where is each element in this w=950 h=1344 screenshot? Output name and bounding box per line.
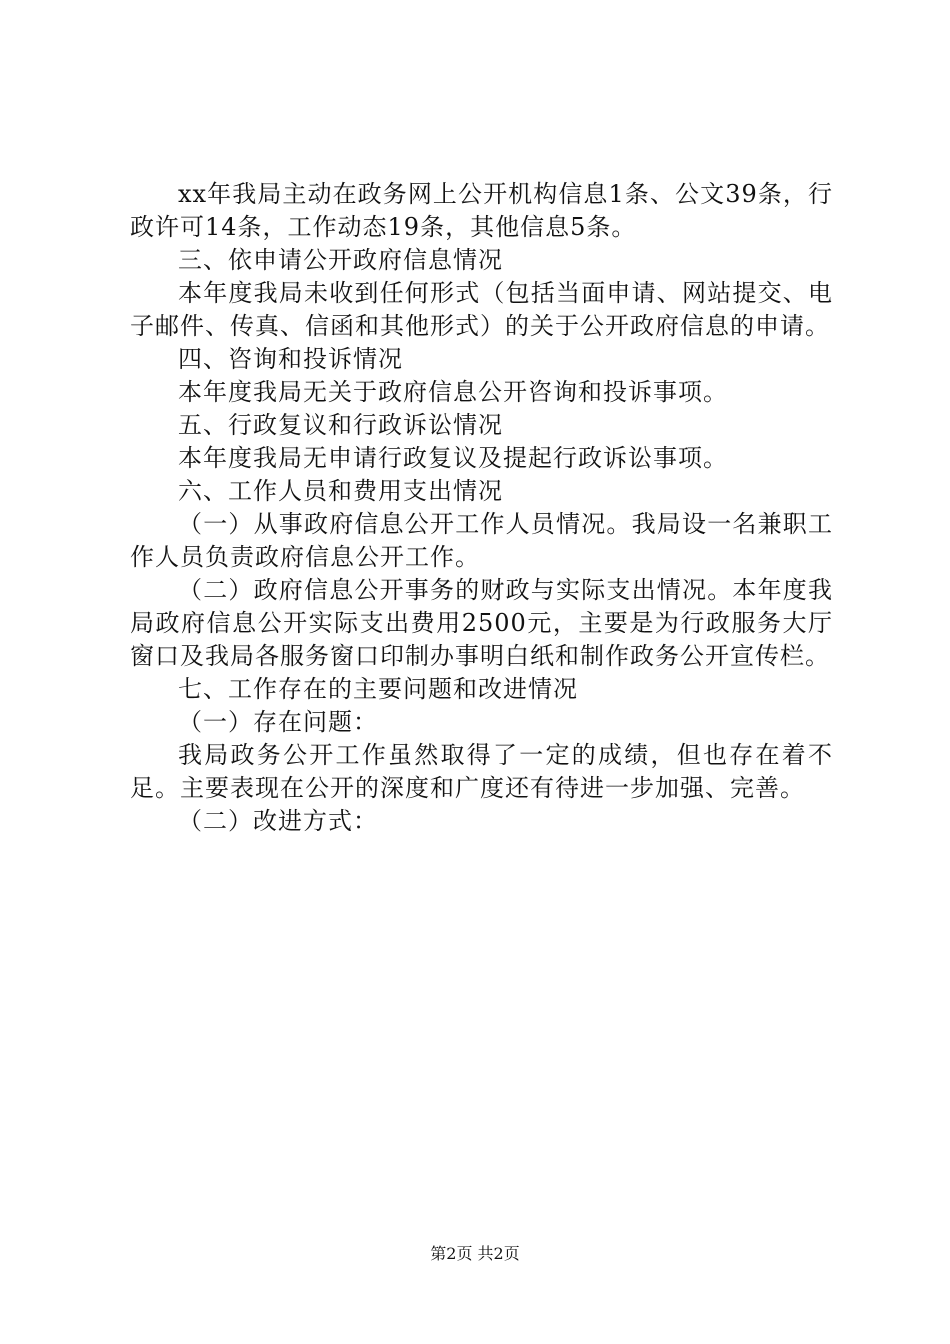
paragraph-review-litigation: 本年度我局无申请行政复议及提起行政诉讼事项。 [178,444,728,472]
paragraph-expenses: （二）政府信息公开事务的财政与实际支出情况。本年度我局政府信息公开实际支出费用2500元，主要是为行政服务大厅窗口及我局各服务窗口印制办事明白纸和制作政务公开宣传栏。 [130,576,833,670]
subheading-improvements: （二）改进方式： [178,807,378,835]
paragraph-problems: 我局政务公开工作虽然取得了一定的成绩，但也存在着不足。主要表现在公开的深度和广度还有待进一步加强、完善。 [130,741,833,802]
page-footer: 第2页 共2页 [430,1244,520,1263]
heading-section-3: 三、依申请公开政府信息情况 [178,246,503,274]
heading-section-6: 六、工作人员和费用支出情况 [178,477,503,505]
subheading-problems: （一）存在问题： [178,708,378,736]
paragraph-applications: 本年度我局未收到任何形式（包括当面申请、网站提交、电子邮件、传真、信函和其他形式）的关于公开政府信息的申请。 [130,279,833,340]
paragraph-consultation: 本年度我局无关于政府信息公开咨询和投诉事项。 [178,378,728,406]
heading-section-5: 五、行政复议和行政诉讼情况 [178,411,503,439]
document-body [130,178,833,838]
paragraph-staff: （一）从事政府信息公开工作人员情况。我局设一名兼职工作人员负责政府信息公开工作。 [130,510,833,571]
paragraph-published-info: xx年我局主动在政务网上公开机构信息1条、公文39条，行政许可14条，工作动态19条，其他信息5条。 [130,180,833,241]
heading-section-4: 四、咨询和投诉情况 [178,345,403,373]
heading-section-7: 七、工作存在的主要问题和改进情况 [178,675,578,703]
